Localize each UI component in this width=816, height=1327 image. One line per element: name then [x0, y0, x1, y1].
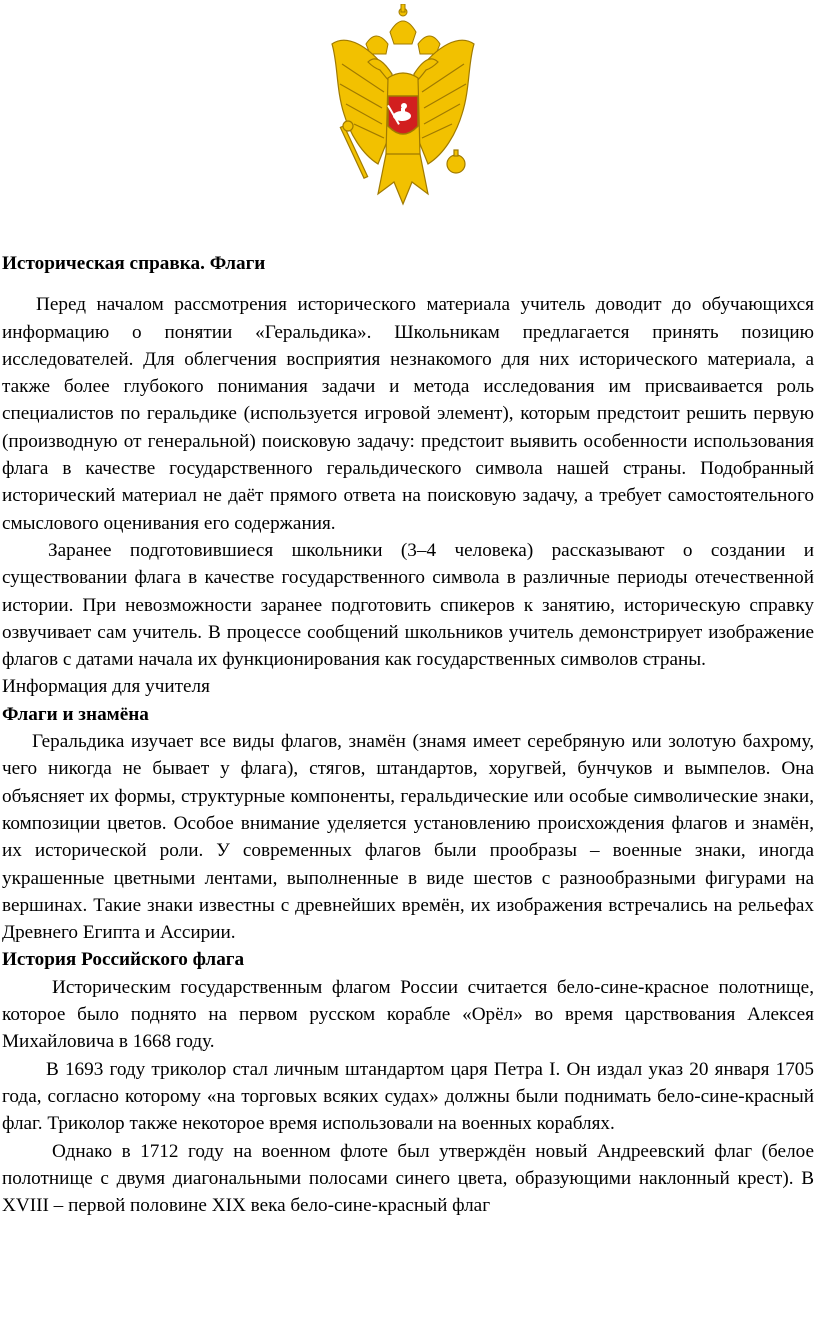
paragraph-heraldry: Геральдика изучает все виды флагов, знамён (знамя имеет серебряную или золотую бахрому, чего никогда не бывает у флага), стягов, штандартов, хоругвей, бунчуков и вымпелов. Она объясняет их формы, структурные компоненты, геральдические или особые символические знаки, композиции цветов. Особое внимание уделяется установлению происхождения флагов и знамён, их исторической роли. У современных флагов были прообразы – военные знаки, иногда украшенные цветными лентами, выполненные в виде шестов с разнообразными фигурами на вершинах. Такие знаки известны с древнейших времён, их изображения встречались на рельефах Древнего Египта и Ассирии. [2, 731, 814, 944]
section-heading-history: История Российского флага [2, 949, 245, 971]
document-body [2, 250, 814, 1219]
page-title: Историческая справка. Флаги [2, 253, 266, 274]
paragraph-intro: Перед началом рассмотрения исторического материала учитель доводит до обучающихся информацию о понятии «Геральдика». Школьникам предлагается принять позицию исследователей. Для облегчения восприятия незнакомого для них исторического материала, а также более глубокого понимания задачи и метода исследования им присваивается роль специалистов по геральдике (используется игровой элемент), которым предстоит решить первую (производную от генеральной) поисковую задачу: предстоит выявить особенности использования флага в качестве государственного геральдического символа нашей страны. Подобранный исторический материал не даёт прямого ответа на поисковую задачу, а требует самостоятельного смыслового оценивания его содержания. [2, 294, 814, 534]
coat-of-arms-icon [328, 4, 478, 214]
section-heading-flags: Флаги и знамёна [2, 703, 149, 725]
teacher-info-label: Информация для учителя [2, 676, 210, 698]
paragraph-tricolor-1693: В 1693 году триколор стал личным штандартом царя Петра I. Он издал указ 20 января 1705 года, согласно которому «на торговых всяких судах» должны были поднимать бело-сине-красный флаг. Триколор также некоторое время использовали на военных кораблях. [2, 1058, 814, 1135]
paragraph-students: Заранее подготовившиеся школьники (3–4 человека) рассказывают о создании и существовании флага в качестве государственного символа в различные периоды отечественной истории. При невозможности заранее подготовить спикеров к занятию, историческую справку озвучивает сам учитель. В процессе сообщений школьников учитель демонстрирует изображение флагов с датами начала их функционирования как государственных символов страны. [2, 539, 814, 671]
paragraph-historical-flag: Историческим государственным флагом России считается бело-сине-красное полотнище, которое было поднято на первом русском корабле «Орёл» во время царствования Алексея Михайловича в 1668 году. [2, 976, 814, 1053]
paragraph-andreevsky-flag: Однако в 1712 году на военном флоте был утверждён новый Андреевский флаг (белое полотнище с двумя диагональными полосами синего цвета, образующими наклонный крест). В XVIII – первой половине XIX века бело-сине-красный флаг [2, 1140, 814, 1217]
